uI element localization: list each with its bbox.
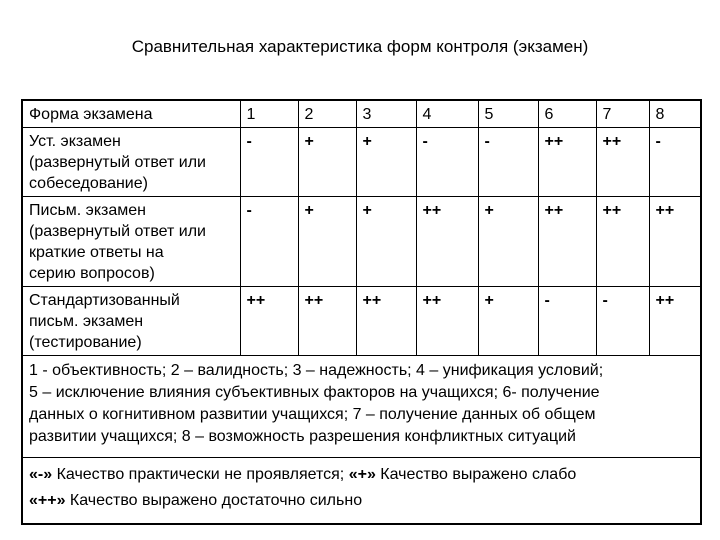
row-label: [23, 128, 240, 197]
table-row: [23, 287, 700, 356]
value-cell: ++: [538, 197, 596, 287]
label-line: собеседование): [29, 175, 148, 192]
value-cell: +: [356, 197, 416, 287]
label-line: (тестирование): [29, 334, 142, 351]
value-cell: +: [478, 197, 538, 287]
value-cell: ++: [356, 287, 416, 356]
double-plus-mark: «++»: [29, 492, 66, 509]
minus-text: Качество практически не проявляется;: [52, 466, 349, 483]
label-line: серию вопросов): [29, 265, 155, 282]
value-cell: +: [356, 128, 416, 197]
header-cell: 3: [356, 101, 416, 128]
criteria-line: 1 - объективность; 2 – валидность; 3 – надежность; 4 – унификация условий;: [29, 362, 604, 379]
value-cell: -: [649, 128, 700, 197]
value-cell: +: [298, 128, 356, 197]
label-line: (развернутый ответ или: [29, 223, 206, 240]
label-line: (развернутый ответ или: [29, 154, 206, 171]
value-cell: ++: [240, 287, 298, 356]
label-line: Уст. экзамен: [29, 133, 121, 150]
value-cell: -: [416, 128, 478, 197]
value-cell: ++: [298, 287, 356, 356]
header-cell: 2: [298, 101, 356, 128]
header-cell: 1: [240, 101, 298, 128]
value-cell: -: [240, 197, 298, 287]
mark-key: [23, 458, 700, 519]
criteria-line: данных о когнитивном развитии учащихся; 7 – получение данных об общем: [29, 406, 596, 423]
label-line: краткие ответы на: [29, 244, 164, 261]
comparison-table: [23, 101, 700, 518]
label-line: письм. экзамен: [29, 313, 144, 330]
header-cell: 5: [478, 101, 538, 128]
plus-mark: «+»: [348, 466, 376, 483]
value-cell: -: [538, 287, 596, 356]
value-cell: +: [298, 197, 356, 287]
header-cell: 6: [538, 101, 596, 128]
criteria-legend: [23, 356, 700, 458]
row-label: [23, 197, 240, 287]
header-cell: Форма экзамена: [23, 101, 240, 128]
row-label: [23, 287, 240, 356]
value-cell: ++: [596, 197, 649, 287]
value-cell: ++: [596, 128, 649, 197]
criteria-line: 5 – исключение влияния субъективных факторов на учащихся; 6- получение: [29, 384, 600, 401]
value-cell: ++: [538, 128, 596, 197]
value-cell: -: [596, 287, 649, 356]
plus-text: Качество выражено слабо: [375, 466, 577, 483]
label-line: Стандартизованный: [29, 292, 180, 309]
value-cell: ++: [416, 287, 478, 356]
comparison-table-frame: [21, 99, 702, 525]
header-cell: 7: [596, 101, 649, 128]
value-cell: -: [478, 128, 538, 197]
criteria-line: развитии учащихся; 8 – возможность разрешения конфликтных ситуаций: [29, 428, 576, 445]
table-row: [23, 197, 700, 287]
value-cell: ++: [649, 197, 700, 287]
table-row: [23, 128, 700, 197]
minus-mark: «-»: [29, 466, 53, 483]
header-cell: 8: [649, 101, 700, 128]
page-title: Сравнительная характеристика форм контроля (экзамен): [131, 37, 589, 56]
header-cell: 4: [416, 101, 478, 128]
criteria-legend-row: [23, 356, 700, 458]
table-header-row: [23, 101, 700, 128]
value-cell: ++: [649, 287, 700, 356]
value-cell: +: [478, 287, 538, 356]
double-plus-text: Качество выражено достаточно сильно: [65, 492, 363, 509]
value-cell: -: [240, 128, 298, 197]
mark-key-row: [23, 458, 700, 519]
value-cell: ++: [416, 197, 478, 287]
label-line: Письм. экзамен: [29, 202, 146, 219]
